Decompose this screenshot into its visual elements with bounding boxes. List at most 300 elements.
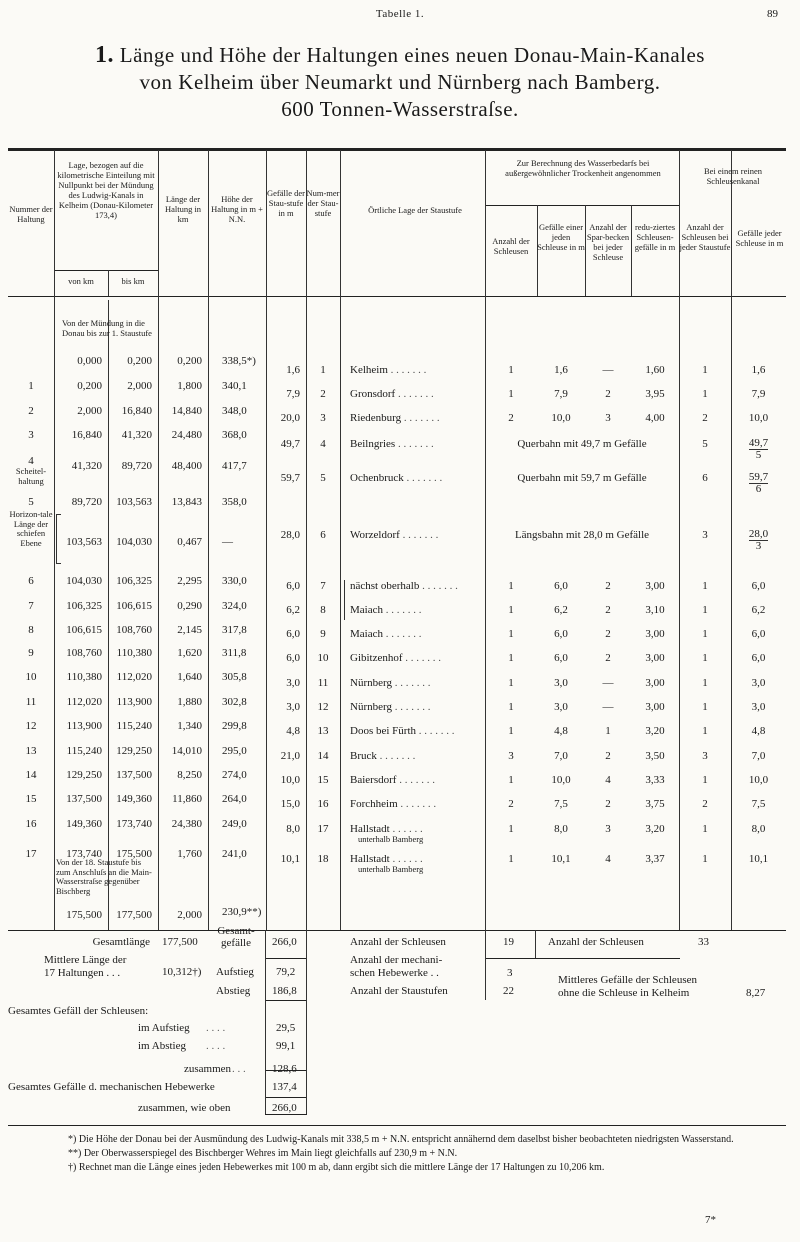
reduziertes-gefaelle: 4,00 (645, 412, 665, 424)
haltung-laenge: 13,843 (171, 496, 202, 508)
km-von: 129,250 (66, 769, 102, 781)
table-rule (54, 270, 158, 271)
km-von: 112,020 (66, 696, 102, 708)
staustufe-ort (350, 604, 480, 616)
rein-gefaelle: 7,0 (751, 750, 766, 762)
haltung-laenge: 0,200 (177, 355, 202, 367)
haltung-laenge: 1,800 (177, 380, 202, 392)
column-divider (731, 205, 732, 296)
ort-name: Maiach (350, 628, 383, 640)
anzahl-sparbecken: 2 (605, 798, 611, 810)
staustufe-ort (350, 580, 480, 592)
im-aufstieg-value: 29,5 (276, 1022, 296, 1034)
header-hoehe: Höhe der Haltung in m + N.N. (211, 194, 263, 224)
gefaelle-schleuse: 1,6 (554, 364, 568, 376)
header-reduziertes-gefaelle: redu-ziertes Schleusen-gefälle in m (634, 222, 676, 252)
rein-anzahl: 3 (702, 529, 708, 541)
header-anzahl-schleusen: Anzahl der Schleusen (492, 236, 530, 256)
leader-dots: . . . . . . . (419, 580, 458, 592)
title-line-2: von Kelheim über Neumarkt und Nürnberg nach Bamberg. (139, 70, 661, 94)
haltung-laenge: 2,145 (177, 624, 202, 636)
anzahl-sparbecken: 4 (605, 774, 611, 786)
haltung-laenge: 24,380 (171, 818, 202, 830)
reduziertes-gefaelle: 3,37 (645, 853, 665, 865)
km-bis: 137,500 (116, 769, 152, 781)
table-rule (265, 1114, 307, 1115)
staustufe-nummer: 11 (317, 677, 329, 689)
staustufe-ort (350, 472, 480, 484)
page-header (0, 8, 800, 24)
staustufe-ort (350, 774, 480, 786)
im-abstieg-label: im Abstieg (138, 1040, 186, 1052)
anzahl-sparbecken: 2 (605, 580, 611, 592)
table-rule (8, 930, 786, 931)
footnote-3: †) Rechnet man die Länge eines jeden Hebewerkes mit 100 m ab, dann ergibt sich die mittlere Länge der 17 Haltungen zu 10,206 km. (68, 1162, 605, 1173)
haltung-number: 3 (28, 429, 34, 441)
km-von: 2,000 (77, 405, 102, 417)
haltung-number: 1 (28, 380, 34, 392)
haltung-number-note: Scheitel-haltung (15, 466, 47, 486)
staustufe-nummer: 13 (317, 725, 329, 737)
leader-dots: . . . . . . . (401, 412, 440, 424)
haltung-laenge: 14,840 (171, 405, 202, 417)
staustufe-gefaelle: 6,0 (286, 628, 300, 640)
staustufe-ort (350, 725, 480, 737)
denominator: 6 (755, 483, 762, 495)
column-divider (340, 150, 341, 930)
column-divider (485, 930, 486, 1000)
staustufe-nummer: 4 (320, 438, 326, 450)
haltung-laenge: 1,640 (177, 671, 202, 683)
staustufe-gefaelle: 8,0 (286, 823, 300, 835)
ort-name: Hallstadt (350, 853, 390, 865)
header-gefaelle: Gefälle der Stau-stufe in m (267, 188, 305, 218)
haltung-hoehe: 311,8 (222, 647, 247, 659)
anzahl-schleusen: 1 (508, 725, 514, 737)
anzahl-schleusen: 1 (508, 823, 514, 835)
km-bis: 113,900 (116, 696, 152, 708)
km-bis: 104,030 (116, 536, 152, 548)
header-bis-km: bis km (121, 276, 145, 286)
header-lage: Lage, bezogen auf die kilometrische Einteilung mit Nullpunkt bei der Mündung des Ludwig-Kanals in Kelheim (Donau-Kilometer 173,4) (57, 160, 155, 220)
staustufe-nummer: 3 (320, 412, 326, 424)
staustufe-gefaelle: 3,0 (286, 677, 300, 689)
staustufe-ort (350, 438, 480, 450)
rein-anzahl: 1 (702, 388, 708, 400)
anzahl-schleusen: 1 (508, 580, 514, 592)
haltung-laenge: 8,250 (177, 769, 202, 781)
staustufe-nummer: 7 (320, 580, 326, 592)
page-title (20, 42, 780, 123)
haltung-laenge: 24,480 (171, 429, 202, 441)
column-divider (265, 930, 266, 1114)
ort-name: Doos bei Fürth (350, 725, 416, 737)
rein-anzahl: 1 (702, 823, 708, 835)
reduziertes-gefaelle: 3,00 (645, 628, 665, 640)
gefaelle-schleuse: 7,0 (554, 750, 568, 762)
rein-gefaelle: 1,6 (751, 364, 766, 376)
header-reiner-schleusenkanal: Bei einem reinen Schleusenkanal (703, 166, 763, 186)
staustufe-nummer: 14 (317, 750, 329, 762)
staustufe-ort (350, 388, 480, 400)
staustufe-nummer: 2 (320, 388, 326, 400)
abstieg-label: Abstieg (216, 985, 251, 997)
anzahl-schleusen: 1 (508, 652, 514, 664)
gefaelle-schleuse: 7,9 (554, 388, 568, 400)
staustufe-ort (350, 628, 480, 640)
anzahl-schleusen: 1 (508, 388, 514, 400)
haltung-number: 11 (25, 696, 37, 708)
km-bis: 16,840 (121, 405, 152, 417)
km-bis: 89,720 (121, 460, 152, 472)
gefaelle-schleuse: 4,8 (554, 725, 568, 737)
mittlere-label-2: 17 Haltungen . . . (44, 967, 121, 979)
reduziertes-gefaelle: 3,50 (645, 750, 665, 762)
rein-gefaelle: 3,0 (751, 701, 766, 713)
haltung-laenge: 11,860 (172, 793, 202, 805)
km-von: 115,240 (66, 745, 102, 757)
staustufe-nummer: 8 (320, 604, 326, 616)
leader-dots: . . . . . . . (387, 364, 427, 376)
footnote-1: *) Die Höhe der Donau bei der Ausmündung des Ludwig-Kanals mit 338,5 m + N.N. entspricht annähernd dem daselbst bisher beobachteten niedrigsten Wasserstand. (68, 1134, 734, 1145)
km-bis: 0,200 (127, 355, 152, 367)
numerator: 49,7 (748, 437, 769, 449)
ort-name: nächst oberhalb (350, 580, 420, 592)
fraction (749, 472, 768, 495)
anzahl-sparbecken: 2 (605, 388, 611, 400)
mittlere-value: 10,312†) (162, 966, 202, 978)
gesamtlaenge-value: 177,500 (162, 936, 198, 948)
rein-anzahl: 1 (702, 364, 708, 376)
haltung-hoehe: 264,0 (222, 793, 247, 805)
header-nummer-stau: Num-mer der Stau-stufe (306, 188, 340, 218)
gefaelle-schleuse: 3,0 (554, 677, 568, 689)
rein-gefaelle: 6,0 (751, 628, 766, 640)
haltung-number: 17 (25, 848, 37, 860)
table-rule (8, 296, 786, 297)
staustufe-gefaelle: 4,8 (286, 725, 300, 737)
aufstieg-value: 79,2 (276, 966, 296, 978)
anzahl-sparbecken: — (602, 677, 614, 689)
leader-dots: . . . (232, 1063, 246, 1075)
header-oertliche-lage: Örtliche Lage der Staustufe (368, 205, 462, 215)
reduziertes-gefaelle: 3,00 (645, 580, 665, 592)
leader-dots: . . . . (206, 1022, 226, 1034)
gefaelle-schleuse: 10,0 (551, 774, 571, 786)
rein-gefaelle: 7,9 (751, 388, 766, 400)
mittlere-label-1: Mittlere Länge der (44, 954, 127, 966)
haltung-number: 10 (25, 671, 37, 683)
km-von: 175,500 (66, 909, 102, 921)
ort-name: Bruck (350, 750, 377, 762)
haltung-hoehe: 330,0 (222, 575, 247, 587)
aufstieg-label: Aufstieg (216, 966, 254, 978)
haltung-laenge: 0,290 (177, 600, 202, 612)
rein-gefaelle: 6,0 (751, 580, 766, 592)
staustufe-gefaelle: 20,0 (280, 412, 300, 424)
column-divider (535, 930, 536, 958)
footnote-2: **) Der Oberwasserspiegel des Bischberger Wehres im Main liegt gleichfalls auf 230,9 m + N.N. (68, 1148, 458, 1159)
staustufe-nummer: 18 (317, 853, 329, 865)
haltung-hoehe: 230,9**) (222, 906, 262, 918)
km-bis: 112,020 (116, 671, 152, 683)
rein-anzahl: 2 (702, 412, 708, 424)
staustufe-ort (350, 701, 480, 713)
table-rule (265, 1000, 307, 1001)
merged-note: Längsbahn mit 28,0 m Gefälle (514, 529, 650, 541)
header-anzahl-sparbecken: Anzahl der Spar-becken bei jeder Schleuse (586, 222, 630, 262)
hebewerke-label-1: Anzahl der mechani- (350, 954, 443, 966)
zusammen-value: 128,6 (272, 1063, 297, 1075)
staustufe-gefaelle: 6,2 (286, 604, 300, 616)
table-rule (535, 958, 680, 959)
anzahl-sparbecken: 1 (605, 725, 611, 737)
gesamtlaenge-label: Gesamtlänge (92, 936, 150, 948)
staustufe-ort (350, 652, 480, 664)
haltung-laenge: 1,880 (177, 696, 202, 708)
haltung-laenge: 2,295 (177, 575, 202, 587)
rein-gefaelle: 10,0 (748, 412, 769, 424)
leader-dots: . . . . . . . (395, 438, 434, 450)
haltung-hoehe: 358,0 (222, 496, 247, 508)
bracket (344, 580, 348, 620)
haltung-laenge: 1,340 (177, 720, 202, 732)
anzahl-schleusen-value: 19 (503, 936, 514, 948)
tail-note: Von der 18. Staustufe bis zum Anschluſs an die Main-Wasserstraſse gegenüber Bischberg (56, 857, 152, 896)
haltung-hoehe: 302,8 (222, 696, 247, 708)
header-von-km: von km (68, 276, 94, 286)
header-zur-berechnung: Zur Berechnung des Wasserbedarfs bei außergewöhnlicher Trockenheit angenommen (505, 158, 661, 178)
rein-anzahl: 1 (702, 701, 708, 713)
anzahl-sparbecken: — (602, 701, 614, 713)
anzahl-sparbecken: — (602, 364, 614, 376)
leader-dots: . . . . . . . (403, 472, 443, 484)
staustufe-gefaelle: 10,1 (280, 853, 300, 865)
ort-name: Gibitzenhof (350, 652, 403, 664)
km-bis: 115,240 (116, 720, 152, 732)
anzahl-sparbecken: 2 (605, 604, 611, 616)
haltung-hoehe: 324,0 (222, 600, 247, 612)
haltung-hoehe: 249,0 (222, 818, 247, 830)
table-rule (265, 958, 307, 959)
mittleres-gefaelle-value: 8,27 (746, 987, 766, 999)
anzahl-schleusen: 1 (508, 604, 514, 616)
anzahl-schleusen-label: Anzahl der Schleusen (350, 936, 446, 948)
haltung-number: 2 (28, 405, 34, 417)
title-line-1: Länge und Höhe der Haltungen eines neuen Donau-Main-Kanales (119, 43, 705, 67)
anzahl-sparbecken: 2 (605, 652, 611, 664)
staustufe-gefaelle: 6,0 (286, 652, 300, 664)
anzahl-schleusen: 1 (508, 701, 514, 713)
gefaelle-schleuse: 10,0 (551, 412, 571, 424)
numerator: 28,0 (748, 528, 769, 540)
mittleres-gefaelle-label-1: Mittleres Gefälle der Schleusen (558, 974, 697, 986)
haltung-number: 6 (28, 575, 34, 587)
reduziertes-gefaelle: 3,00 (645, 701, 665, 713)
km-von: 0,000 (77, 355, 102, 367)
reduziertes-gefaelle: 3,00 (645, 677, 665, 689)
denominator: 5 (755, 449, 762, 461)
column-divider (208, 150, 209, 930)
staustufe-ort (350, 364, 480, 376)
table-rule (8, 150, 786, 151)
km-bis: 149,360 (116, 793, 152, 805)
haltung-number: 15 (25, 793, 37, 805)
haltung-laenge: 1,620 (177, 647, 202, 659)
staustufe-gefaelle: 6,0 (286, 580, 300, 592)
anzahl-schleusen: 1 (508, 628, 514, 640)
haltung-hoehe: 274,0 (222, 769, 247, 781)
haltung-number: 13 (25, 745, 37, 757)
km-bis: 175,500 (116, 848, 152, 860)
km-bis: 177,500 (116, 909, 152, 921)
leader-dots: . . . . . . . (397, 798, 437, 810)
anzahl-schleusen: 2 (508, 798, 514, 810)
title-number: 1. (95, 42, 114, 68)
km-von: 149,360 (66, 818, 102, 830)
staustufe-nummer: 12 (317, 701, 329, 713)
rein-anzahl: 1 (702, 677, 708, 689)
abstieg-value: 186,8 (272, 985, 297, 997)
haltung-hoehe: 317,8 (222, 624, 247, 636)
rein-gefaelle-fraction (731, 472, 786, 495)
km-von: 103,563 (66, 536, 102, 548)
ort-name: Ochenbruck (350, 472, 404, 484)
page-mark: 7* (705, 1214, 716, 1226)
ort-name: Baiersdorf (350, 774, 397, 786)
haltung-laenge: 14,010 (171, 745, 202, 757)
staustufe-ort (350, 412, 480, 424)
ort-name: Forchheim (350, 798, 398, 810)
staustufe-ort-note: unterhalb Bamberg (358, 834, 424, 844)
staustufe-gefaelle: 7,9 (286, 388, 300, 400)
haltung-number: 16 (25, 818, 37, 830)
staustufe-nummer: 16 (317, 798, 329, 810)
footnotes (8, 1133, 786, 1175)
haltung-hoehe: — (222, 536, 233, 548)
staustufe-nummer: 6 (320, 529, 326, 541)
rein-gefaelle: 4,8 (751, 725, 766, 737)
table-rule (485, 205, 679, 206)
staustufe-gefaelle: 49,7 (280, 438, 300, 450)
leader-dots: . . . . . . . (376, 750, 416, 762)
staustufe-ort (350, 798, 480, 810)
zusammen-label: zusammen (184, 1063, 232, 1075)
leader-dots: . . . . . . . (391, 677, 431, 689)
rein-anzahl: 1 (702, 725, 708, 737)
rein-anzahl: 3 (702, 750, 708, 762)
gesamtgefaelle-label: Gesamt-gefälle (217, 925, 255, 949)
table-rule (485, 958, 535, 959)
km-von: 106,325 (66, 600, 102, 612)
staustufe-ort (350, 677, 480, 689)
haltung-hoehe: 368,0 (222, 429, 247, 441)
km-bis: 2,000 (127, 380, 152, 392)
km-von: 108,760 (66, 647, 102, 659)
rein-gefaelle: 8,0 (751, 823, 766, 835)
title-line-3: 600 Tonnen-Wasserstraſse. (281, 97, 519, 121)
rein-gefaelle: 6,2 (751, 604, 766, 616)
staustufe-gefaelle: 15,0 (280, 798, 300, 810)
rein-gefaelle: 7,5 (751, 798, 766, 810)
schiefe-ebene-label: Horizon-tale Länge der schiefen Ebene (9, 509, 53, 548)
gefaelle-schleuse: 6,2 (554, 604, 568, 616)
staustufe-ort (350, 529, 480, 541)
hebewerke-gefaelle-label: Gesamtes Gefälle d. mechanischen Hebewerke (8, 1081, 215, 1093)
table-label: Tabelle 1. (375, 8, 425, 20)
haltung-hoehe: 305,8 (222, 671, 247, 683)
staustufe-nummer: 5 (320, 472, 326, 484)
ort-name: Beilngries (350, 438, 396, 450)
haltung-number: 4 (28, 455, 34, 467)
km-bis: 108,760 (116, 624, 152, 636)
km-von: 104,030 (66, 575, 102, 587)
reduziertes-gefaelle: 3,95 (645, 388, 665, 400)
staustufen-value: 22 (503, 985, 514, 997)
haltung-hoehe: 338,5*) (222, 355, 256, 367)
rein-anzahl: 2 (702, 798, 708, 810)
hebewerke-label-2: schen Hebewerke . . (350, 967, 439, 979)
leader-dots: . . . . . . . (396, 774, 435, 786)
intro-note: Von der Mündung in die Donau bis zur 1. Staustufe (62, 318, 152, 338)
haltung-laenge: 1,760 (177, 848, 202, 860)
staustufe-gefaelle: 21,0 (280, 750, 300, 762)
km-bis: 173,740 (116, 818, 152, 830)
bracket (56, 514, 61, 564)
reduziertes-gefaelle: 3,75 (645, 798, 665, 810)
zusammen-wie-oben-value: 266,0 (272, 1102, 297, 1114)
leader-dots: . . . . . . . (382, 628, 422, 640)
km-bis: 106,325 (116, 575, 152, 587)
fraction (749, 529, 768, 552)
ort-name: Riedenburg (350, 412, 402, 424)
anzahl-sparbecken: 2 (605, 628, 611, 640)
rein-gefaelle: 10,1 (748, 853, 769, 865)
rein-gefaelle-fraction (731, 438, 786, 461)
column-divider (108, 300, 109, 930)
gefaelle-schleuse: 3,0 (554, 701, 568, 713)
rein-anzahl: 1 (702, 580, 708, 592)
header-anzahl-reiner: Anzahl der Schleusen bei jeder Staustufe (679, 222, 731, 252)
staustufe-nummer: 10 (317, 652, 329, 664)
haltung-hoehe: 348,0 (222, 405, 247, 417)
gefaelle-schleuse: 6,0 (554, 628, 568, 640)
leader-dots: . . . . . . . (399, 529, 439, 541)
staustufe-ort (350, 750, 480, 762)
km-von: 89,720 (71, 496, 102, 508)
gesamtes-gefaell-label: Gesamtes Gefäll der Schleusen: (8, 1005, 149, 1017)
rein-anzahl: 1 (702, 853, 708, 865)
ort-name: Kelheim (350, 364, 388, 376)
staustufe-gefaelle: 1,6 (286, 364, 300, 376)
reduziertes-gefaelle: 3,20 (645, 823, 665, 835)
haltung-hoehe: 295,0 (222, 745, 247, 757)
haltung-number: 8 (28, 624, 34, 636)
staustufe-gefaelle: 59,7 (280, 472, 300, 484)
header-laenge: Länge der Haltung in km (164, 194, 202, 224)
ort-name: Nürnberg (350, 677, 392, 689)
header-gefaelle-schleuse: Gefälle einer jeden Schleuse in m (537, 222, 585, 252)
rein-anzahl: 1 (702, 604, 708, 616)
km-bis: 110,380 (116, 647, 152, 659)
anzahl-schleusen-label-2: Anzahl der Schleusen (548, 936, 644, 948)
header-gefaelle-reiner: Gefälle jeder Schleuse in m (735, 228, 784, 248)
hebewerke-gefaelle-value: 137,4 (272, 1081, 297, 1093)
rein-anzahl: 1 (702, 652, 708, 664)
merged-note: Querbahn mit 59,7 m Gefälle (517, 472, 647, 484)
haltung-number: 14 (25, 769, 37, 781)
staustufe-gefaelle: 3,0 (286, 701, 300, 713)
